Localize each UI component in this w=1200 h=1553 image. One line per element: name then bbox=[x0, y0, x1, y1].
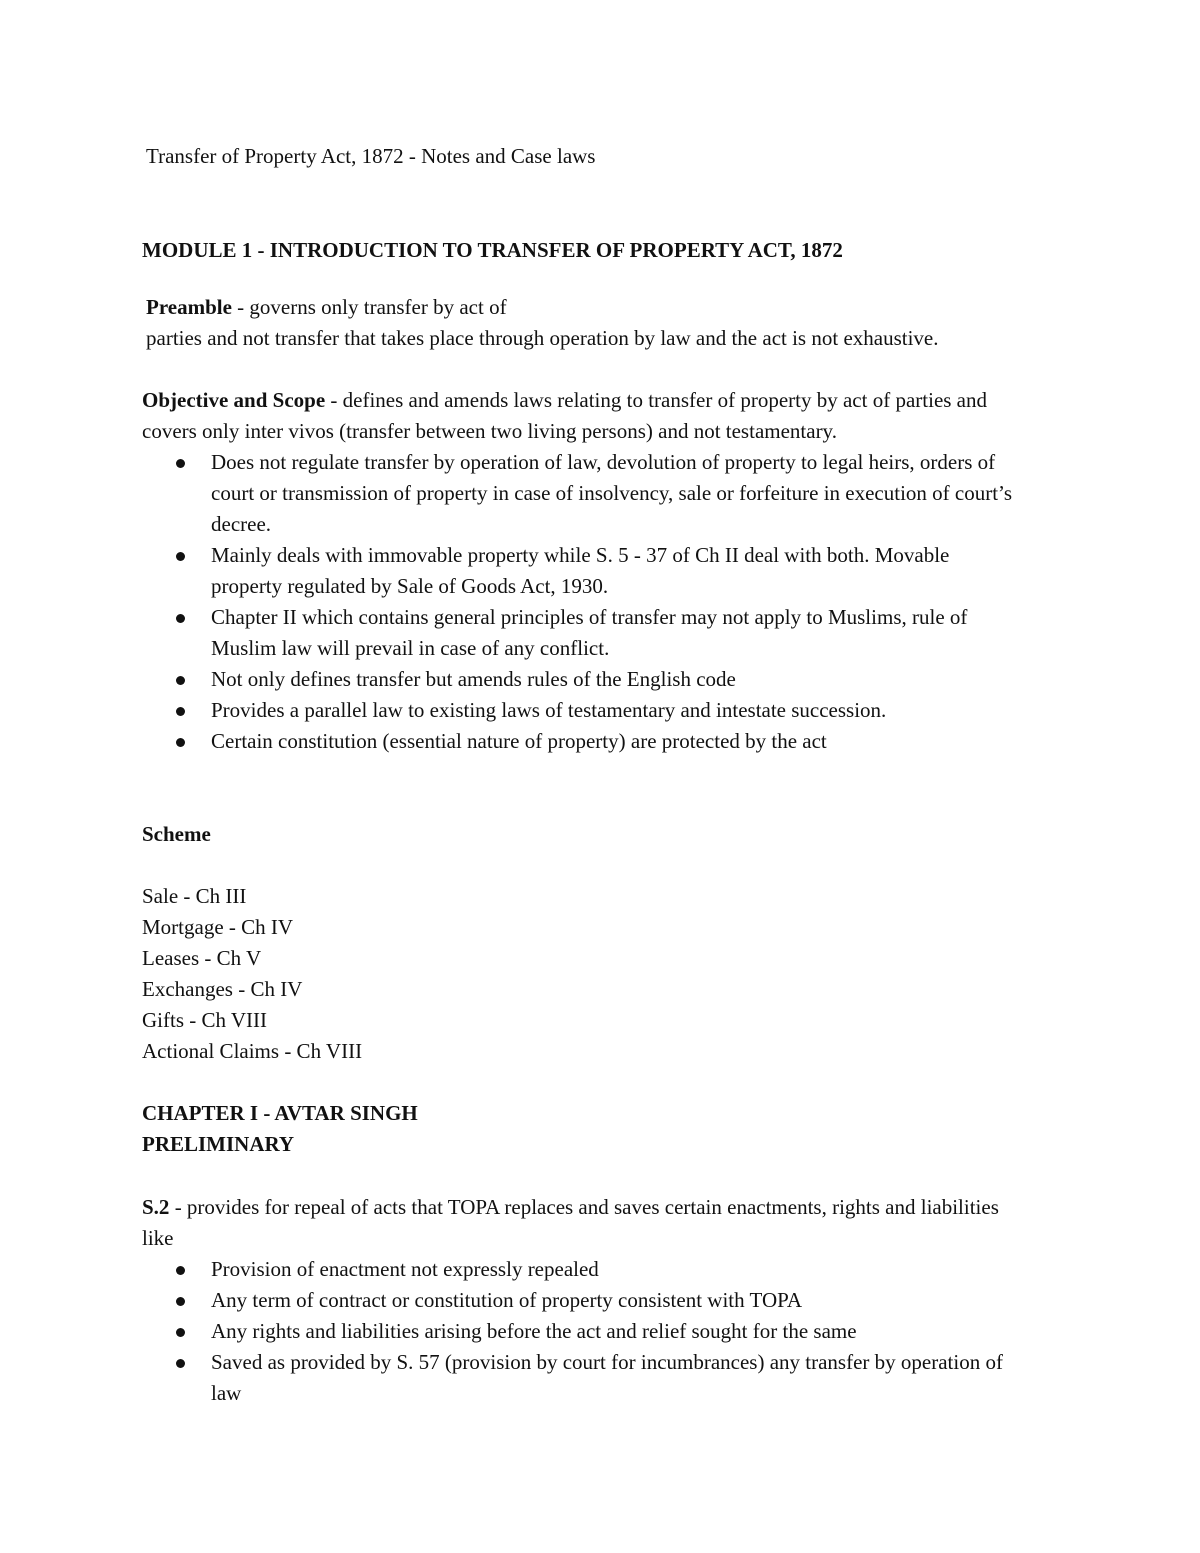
bullet-text: decree. bbox=[211, 512, 272, 536]
bullet-icon bbox=[176, 707, 185, 716]
scheme-item: Sale - Ch III bbox=[142, 884, 247, 908]
scheme-heading: Scheme bbox=[142, 822, 211, 846]
chapter-heading: CHAPTER I - AVTAR SINGH bbox=[142, 1101, 418, 1125]
scheme-item: Exchanges - Ch IV bbox=[142, 977, 303, 1001]
preamble-paragraph-line1 bbox=[146, 292, 507, 323]
module-heading: MODULE 1 - INTRODUCTION TO TRANSFER OF PROPERTY ACT, 1872 bbox=[142, 238, 843, 262]
bullet-icon bbox=[176, 1266, 185, 1275]
s2-label: S.2 bbox=[142, 1195, 170, 1219]
bullet-icon bbox=[176, 1359, 185, 1368]
objective-bullet-list bbox=[0, 447, 1200, 757]
chapter-subheading: PRELIMINARY bbox=[142, 1132, 295, 1156]
s2-bullet-list bbox=[0, 1254, 1200, 1409]
scheme-item: Gifts - Ch VIII bbox=[142, 1008, 268, 1032]
list-item bbox=[0, 726, 1200, 757]
scheme-item: Mortgage - Ch IV bbox=[142, 915, 294, 939]
list-item bbox=[0, 1285, 1200, 1316]
objective-label: Objective and Scope bbox=[142, 388, 326, 412]
bullet-text: court or transmission of property in case of insolvency, sale or forfeiture in execution of court’s bbox=[211, 481, 1013, 505]
bullet-icon bbox=[176, 1328, 185, 1337]
s2-paragraph-line2: like bbox=[142, 1226, 174, 1250]
bullet-text: Any term of contract or constitution of property consistent with TOPA bbox=[211, 1288, 803, 1312]
list-item bbox=[0, 447, 1200, 540]
scheme-item: Leases - Ch V bbox=[142, 946, 262, 970]
bullet-text: Does not regulate transfer by operation of law, devolution of property to legal heirs, orders of bbox=[211, 450, 996, 474]
list-item bbox=[0, 1347, 1200, 1409]
bullet-text: Provides a parallel law to existing laws of testamentary and intestate succession. bbox=[211, 698, 887, 722]
list-item bbox=[0, 1316, 1200, 1347]
preamble-text: - governs only transfer by act of bbox=[231, 295, 507, 319]
list-item bbox=[0, 664, 1200, 695]
bullet-text: Any rights and liabilities arising before the act and relief sought for the same bbox=[211, 1319, 857, 1343]
bullet-text: Provision of enactment not expressly repealed bbox=[211, 1257, 599, 1281]
objective-paragraph-line1 bbox=[142, 385, 987, 416]
list-item bbox=[0, 602, 1200, 664]
bullet-text: Saved as provided by S. 57 (provision by court for incumbrances) any transfer by operation of bbox=[211, 1350, 1003, 1374]
s2-text: - provides for repeal of acts that TOPA replaces and saves certain enactments, rights and liabilities bbox=[169, 1195, 999, 1219]
preamble-label: Preamble bbox=[146, 295, 232, 319]
bullet-text: property regulated by Sale of Goods Act, 1930. bbox=[211, 574, 609, 598]
bullet-text: Certain constitution (essential nature of property) are protected by the act bbox=[211, 729, 827, 753]
bullet-icon bbox=[176, 676, 185, 685]
bullet-icon bbox=[176, 738, 185, 747]
bullet-text: Muslim law will prevail in case of any conflict. bbox=[211, 636, 610, 660]
list-item bbox=[0, 1254, 1200, 1285]
bullet-icon bbox=[176, 1297, 185, 1306]
preamble-paragraph-line2: parties and not transfer that takes place through operation by law and the act is not exhaustive. bbox=[146, 326, 939, 350]
objective-paragraph-line2: covers only inter vivos (transfer between two living persons) and not testamentary. bbox=[142, 419, 837, 443]
objective-text: - defines and amends laws relating to transfer of property by act of parties and bbox=[325, 388, 988, 412]
bullet-icon bbox=[176, 552, 185, 561]
bullet-icon bbox=[176, 459, 185, 468]
scheme-item: Actional Claims - Ch VIII bbox=[142, 1039, 363, 1063]
bullet-text: Chapter II which contains general principles of transfer may not apply to Muslims, rule of bbox=[211, 605, 968, 629]
document-title: Transfer of Property Act, 1872 - Notes and Case laws bbox=[146, 144, 596, 168]
bullet-text: Mainly deals with immovable property while S. 5 - 37 of Ch II deal with both. Movable bbox=[211, 543, 950, 567]
list-item bbox=[0, 695, 1200, 726]
bullet-icon bbox=[176, 614, 185, 623]
list-item bbox=[0, 540, 1200, 602]
bullet-text: law bbox=[211, 1381, 242, 1405]
bullet-text: Not only defines transfer but amends rules of the English code bbox=[211, 667, 736, 691]
s2-paragraph-line1 bbox=[142, 1192, 999, 1223]
